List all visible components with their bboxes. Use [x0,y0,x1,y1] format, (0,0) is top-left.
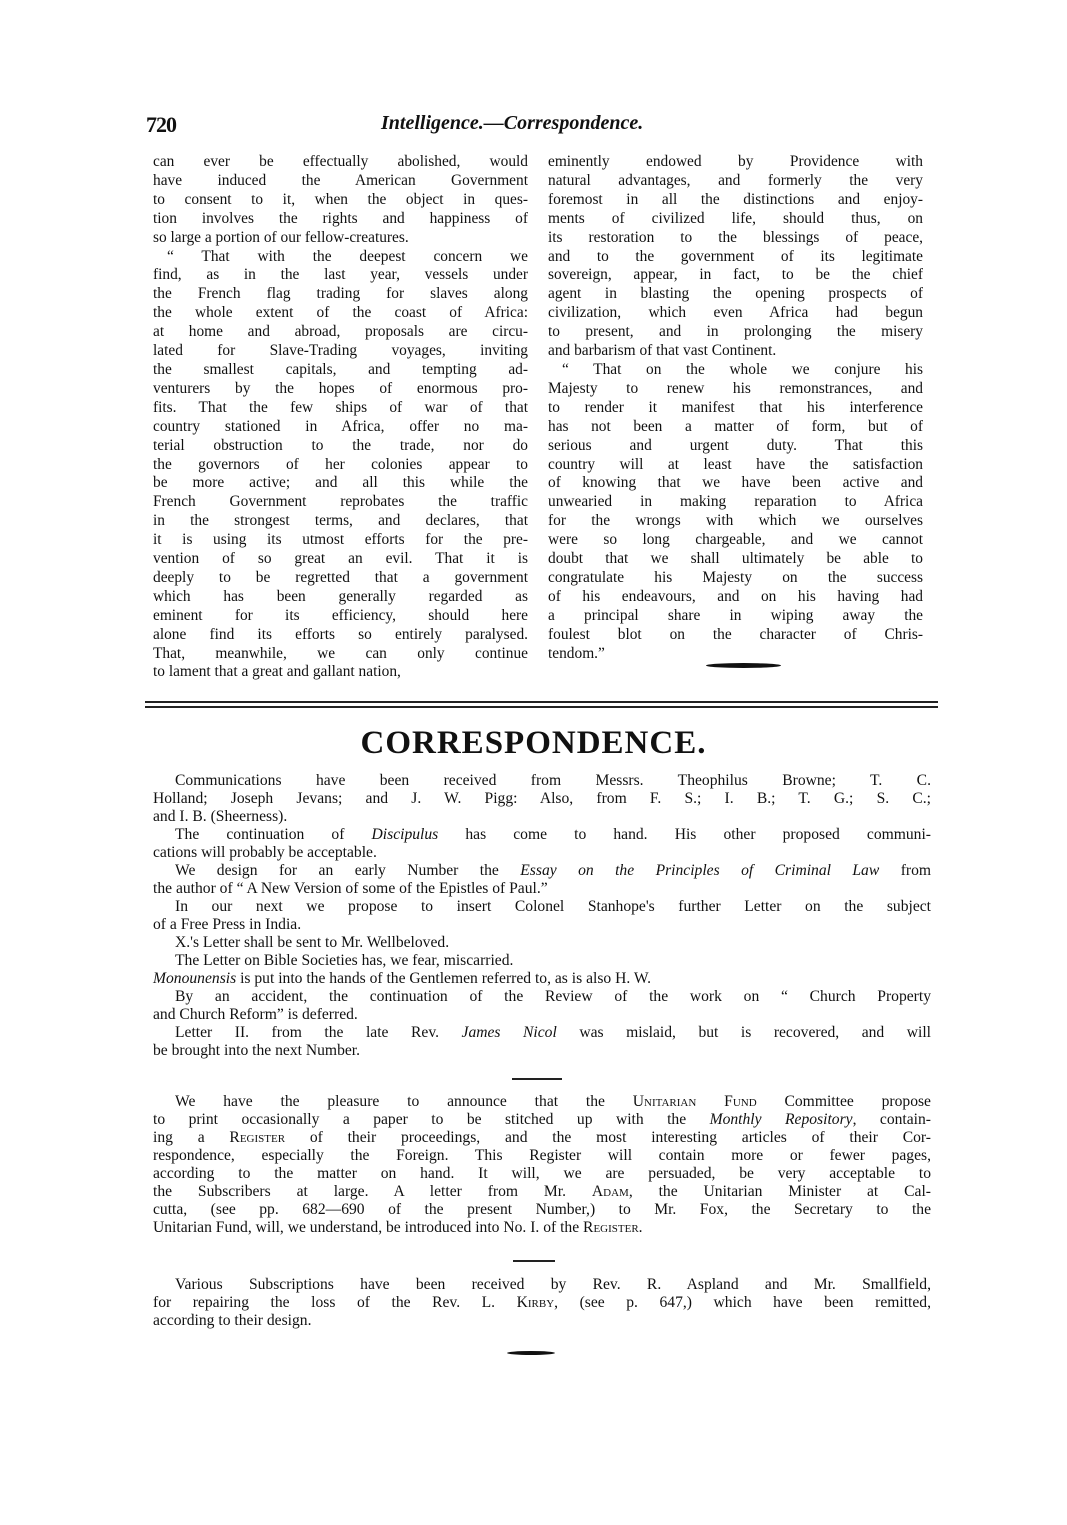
article-line: civilization, which even Africa had begun [548,304,923,322]
article-line: for the wrongs with which we ourselves [548,512,923,530]
article-line: serious and urgent duty. That this [548,436,923,454]
notice-line: be brought into the next Number. [153,1042,361,1059]
text: We design for an early Number the [175,862,521,879]
article-line: to render it manifest that his interference [548,398,923,416]
italic-title: Discipulus [371,826,439,843]
small-caps: Unitarian Fund [632,1093,757,1110]
end-ornament [507,1351,555,1355]
text: has come to hand. His other proposed communi- [438,826,931,843]
article-line: agent in blasting the opening prospects of [548,285,923,303]
notice-line: X.'s Letter shall be sent to Mr. Wellbeloved. [175,934,450,951]
text: . [638,1219,643,1236]
article-line: “ That on the whole we conjure his [562,360,923,378]
text: We have the pleasure to announce that the [175,1093,633,1110]
article-line: tion involves the rights and happiness of [153,209,528,227]
subscriptions-notice [153,1276,931,1330]
small-caps: Register [583,1219,639,1236]
text: , (see p. 647,) which have been remitted, [554,1294,931,1311]
notice-stanhope [153,898,931,934]
article-line: the French flag trading for slaves along [153,285,528,303]
notice-line: according to their design. [153,1312,312,1329]
article-line: eminent for its efficiency, should here [153,606,528,624]
article-line: foulest blot on the character of Chris- [548,625,923,643]
notice-monounensis [153,970,931,988]
article-line: tendom.” [548,644,605,662]
section-divider-rule [145,701,938,703]
end-ornament [706,663,781,668]
running-head [146,112,946,142]
article-line: That, meanwhile, we can only continue [153,644,528,662]
italic-name: Monounensis [153,970,237,987]
article-line: and to the government of its legitimate [548,247,923,265]
article-line: so large a portion of our fellow-creatures. [153,228,409,246]
short-divider [512,1078,562,1080]
article-line: have induced the American Government [153,171,528,189]
article-line: foremost in all the distinctions and enjoy- [548,190,923,208]
article-line: to present, and in prolonging the misery [548,323,923,341]
article-line: sovereign, appear, in fact, to be the chief [548,266,923,284]
notice-line: Holland; Joseph Jevans; and J. W. Pigg: Also, from F. S.; I. B.; T. G.; S. C.; [153,790,931,807]
article-line: congratulate his Majesty on the success [548,568,923,586]
article-line: natural advantages, and formerly the very [548,171,923,189]
notice-line [153,1294,931,1312]
article-line: ments of civilized life, should thus, on [548,209,923,227]
article-line: “ That with the deepest concern we [167,247,528,265]
notice-line [153,1219,931,1237]
italic-title: Essay on the Principles of Criminal Law [520,862,880,879]
article-left-column [153,153,528,682]
text: the Subscribers at large. A letter from Mr. [153,1183,592,1200]
text: is put into the hands of the Gentlemen referred to, as is also H. W. [236,970,652,987]
article-line: the governors of her colonies appear to [153,455,528,473]
notice-bible-societies [153,952,931,970]
page-number: 720 [146,112,176,137]
article-line: fits. That the few ships of war of that [153,398,528,416]
small-caps: Kirby [516,1294,555,1311]
notice-line [153,1111,931,1129]
notice-line: In our next we propose to insert Colonel Stanhope's further Letter on the subject [175,898,931,915]
text: of their proceedings, and the most interesting articles of their Cor- [285,1129,932,1146]
notice-line: of a Free Press in India. [153,916,302,933]
text: ing a [153,1129,230,1146]
article-line: be more active; and all this while the [153,474,528,492]
notice-x-letter [153,934,931,952]
notice-line: The Letter on Bible Societies has, we fear, miscarried. [175,952,514,969]
notice-line: and Church Reform” is deferred. [153,1006,358,1023]
article-line: were so long chargeable, and we cannot [548,531,923,549]
notice-communications [153,772,931,826]
notice-line: By an accident, the continuation of the Review of the work on “ Church Property [175,988,931,1005]
article-line: and barbarism of that vast Continent. [548,342,777,360]
running-title: Intelligence.—Correspondence. [381,112,644,134]
italic-title: Monthly Repository [709,1111,853,1128]
notice-line: according to the matter on hand. It will, we are persuaded, be very acceptable to [153,1165,931,1182]
text: , contain- [852,1111,931,1128]
article-line: lated for Slave-Trading voyages, inviting [153,342,528,360]
notice-line [153,826,931,844]
notice-line: and I. B. (Sheerness). [153,808,288,825]
article-line: the smallest capitals, and tempting ad- [153,360,528,378]
section-divider-rule [145,706,938,708]
article-right-column [548,153,923,663]
small-caps: Register [229,1129,286,1146]
article-line: at home and abroad, proposals are circu- [153,323,528,341]
article-line: can ever be effectually abolished, would [153,153,528,170]
italic-name: James Nicol [461,1024,557,1041]
article-line: it is using its utmost efforts for the pre- [153,531,528,549]
article-line: to lament that a great and gallant nation, [153,663,401,681]
notice-essay [153,862,931,898]
article-line: venturers by the hopes of enormous pro- [153,379,528,397]
text: Unitarian Fund, will, we understand, be introduced into No. I. of the [153,1219,584,1236]
article-line: country will at least have the satisfaction [548,455,923,473]
fund-notice [153,1093,931,1237]
notice-line: respondence, especially the Foreign. This Register will contain more or fewer pages, [153,1147,931,1164]
article-line: has not been a matter of form, but of [548,417,923,435]
article-line: a principal share in wiping away the [548,606,923,624]
text: The continuation of [175,826,372,843]
article-line: deeply to be regretted that a government [153,568,528,586]
article-line: the whole extent of the coast of Africa: [153,304,528,322]
article-line: of knowing that we have been active and [548,474,923,492]
article-line: unwearied in making reparation to Africa [548,493,923,511]
article-line: vention of so great an evil. That it is [153,550,528,568]
notice-discipulus [153,826,931,862]
small-caps: Adam [591,1183,629,1200]
text: from [879,862,931,879]
notice-line [153,862,931,880]
article-line: in the strongest terms, and declares, that [153,512,528,530]
notice-church-property [153,988,931,1024]
article-line: alone find its efforts so entirely paralysed. [153,625,528,643]
article-line: to consent to it, when the object in ques- [153,190,528,208]
article-line: eminently endowed by Providence with [548,153,923,170]
text: to print occasionally a paper to be stitched up with the [153,1111,710,1128]
article-line: terial obstruction to the trade, nor do [153,436,528,454]
notice-line [153,1129,931,1147]
notice-line [153,1024,931,1042]
notice-line [153,1093,931,1111]
short-divider [513,1260,555,1262]
article-line: Majesty to renew his remonstrances, and [548,379,923,397]
article-line: its restoration to the blessings of peace, [548,228,923,246]
notice-line [153,1183,931,1201]
correspondence-notices [153,772,931,1060]
article-line: find, as in the last year, vessels under [153,266,528,284]
notice-line: cutta, (see pp. 682—690 of the present Number,) to Mr. Fox, the Secretary to the [153,1201,931,1218]
article-line: doubt that we shall ultimately be able to [548,550,923,568]
notice-line: Various Subscriptions have been received by Rev. R. Aspland and Mr. Smallfield, [175,1276,931,1293]
article-line: of his endeavours, and on his having had [548,587,923,605]
notice-line [153,970,931,988]
notice-line: Communications have been received from Messrs. Theophilus Browne; T. C. [175,772,931,789]
text: , the Unitarian Minister at Cal- [628,1183,931,1200]
article-line: French Government reprobates the traffic [153,493,528,511]
notice-line: cations will probably be acceptable. [153,844,377,861]
text: Committee propose [756,1093,931,1110]
article-line: which has been generally regarded as [153,587,528,605]
text: was mislaid, but is recovered, and will [556,1024,931,1041]
section-heading: CORRESPONDENCE. [360,725,707,761]
text: Letter II. from the late Rev. [175,1024,462,1041]
text: for repairing the loss of the Rev. L. [153,1294,517,1311]
notice-james-nicol [153,1024,931,1060]
article-line: country stationed in Africa, offer no ma- [153,417,528,435]
notice-line: the author of “ A New Version of some of the Epistles of Paul.” [153,880,548,897]
